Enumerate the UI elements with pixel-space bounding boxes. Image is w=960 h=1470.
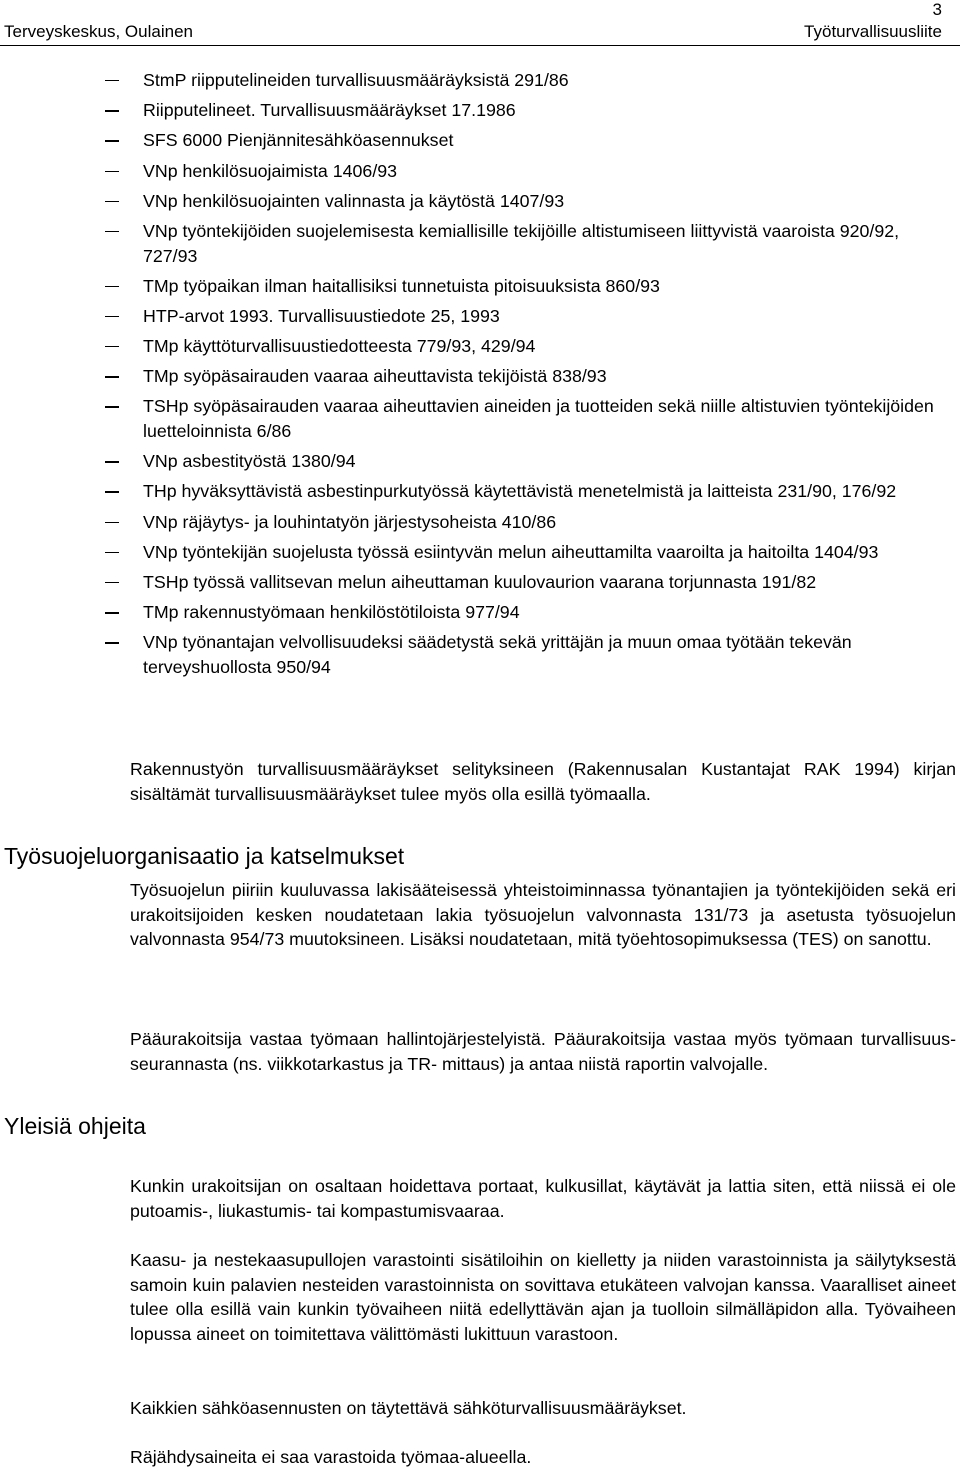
dash-bullet [105,552,119,553]
list-item-text: VNp työntekijän suojelusta työssä esiintyvän melun aiheuttamilta vaaroilta ja haitoilta 1404/93 [143,541,879,562]
section-title-general: Yleisiä ohjeita [4,1113,146,1139]
list-item [0,394,960,443]
list-item [0,274,960,299]
dash-bullet [105,461,119,462]
dash-bullet [105,642,119,643]
dash-bullet [105,286,119,287]
list-item [0,159,960,184]
page-number: 3 [932,0,942,19]
section-title-organisation: Työsuojeluorganisaatio ja katselmukset [4,843,405,869]
dash-bullet [105,171,119,172]
list-item-text: StmP riipputelineiden turvallisuusmääräyksistä 291/86 [143,70,569,90]
list-item-text: Riipputelineet. Turvallisuusmääräykset 17.1986 [143,100,516,121]
list-item [0,600,960,625]
list-item [0,570,960,595]
list-item-text: THp hyväksyttävistä asbestinpurkutyössä käytettävistä menetelmistä ja laitteista 231/90, 176/92 [143,481,897,502]
list-item-text: VNp työnantajan velvollisuudeksi säädetystä sekä yrittäjän ja muun omaa työtään tekevän terveyshuollosta 950/94 [143,632,852,677]
dash-bullet [105,140,119,141]
dash-bullet [105,316,119,317]
list-item [0,334,960,359]
list-item-text: VNp räjäytys- ja louhintatyön järjestysoheista 410/86 [143,511,557,532]
list-item-text: VNp henkilösuojaimista 1406/93 [143,160,398,181]
dash-bullet [105,612,119,613]
section2-paragraph-2: Kaasu- ja nestekaasupullojen varastointi sisätiloihin on kielletty ja niiden varastoinnista ja säilytyksestä samoin kuin palavien nesteiden varastoinnista on sovittava etukäteen valvojan kanssa. Vaaralliset aineet tulee olla esillä vain kunkin työvaiheen niitä edellyttävän ajan ja tuolloin silmälläpidon alla. Työvaiheen lopussa aineet on toimitettava välittömästi lukittuun varastoon. [130,1250,956,1344]
list-item-text: TMp työpaikan ilman haitallisiksi tunnetuista pitoisuuksista 860/93 [143,275,660,296]
list-item-text: TSHp työssä vallitsevan melun aiheuttaman kuulovaurion vaarana torjunnasta 191/82 [143,572,817,592]
regulation-list [0,68,960,685]
list-item [0,479,960,504]
section2-paragraph-4: Räjähdysaineita ei saa varastoida työmaa-alueella. [130,1447,532,1467]
list-item-text: SFS 6000 Pienjännitesähköasennukset [143,130,454,151]
list-item-text: TMp syöpäsairauden vaaraa aiheuttavista tekijöistä 838/93 [143,366,607,387]
list-item [0,364,960,389]
list-item-text: TMp käyttöturvallisuustiedotteesta 779/93, 429/94 [143,336,536,357]
list-item-text: TMp rakennustyömaan henkilöstötiloista 977/94 [143,602,520,623]
list-item-text: VNp henkilösuojainten valinnasta ja käytöstä 1407/93 [143,190,565,211]
intro-paragraph: Rakennustyön turvallisuusmääräykset selityksineen (Rakennusalan Kustantajat RAK 1994) kirjan sisältämät turvallisuusmääräykset tulee myös olla esillä työmaalla. [130,759,956,804]
dash-bullet [105,80,119,81]
dash-bullet [105,376,119,377]
list-item-text: VNp asbestityöstä 1380/94 [143,451,356,472]
header-document-title: Työturvallisuusliite [804,22,942,41]
section1-paragraph-1: Työsuojelun piiriin kuuluvassa lakisääteisessä yhteistoiminnassa työnantajien ja työntekijöiden sekä eri urakoitsijoiden kesken noudatetaan lakia työsuojelun valvonnasta 131/73 ja asetusta työsuojelun valvonnasta 954/73 muutoksineen. Lisäksi noudatetaan, mitä työehtosopimuksessa (TES) on sanottu. [130,880,956,950]
section2-paragraph-3: Kaikkien sähköasennusten on täytettävä sähköturvallisuusmääräykset. [130,1398,687,1418]
dash-bullet [105,231,119,232]
list-item [0,68,960,93]
list-item-text: TSHp syöpäsairauden vaaraa aiheuttavien aineiden ja tuotteiden sekä niille altistuvien työntekijöiden luetteloinnista 6/86 [143,396,934,442]
header-organization: Terveyskeskus, Oulainen [4,22,193,41]
section2-paragraph-1: Kunkin urakoitsijan on osaltaan hoidettava portaat, kulkusillat, käytävät ja lattia siten, että niissä ei ole putoamis-, liukastumis- tai kompastumisvaaraa. [130,1176,956,1221]
page-header [4,22,942,46]
dash-bullet [105,110,119,111]
list-item-text: HTP-arvot 1993. Turvallisuustiedote 25, 1993 [143,305,500,326]
section1-paragraph-2: Pääurakoitsija vastaa työmaan hallintojärjestelyistä. Pääurakoitsija vastaa myös työmaan turvallisuus-seurannasta (ns. viikkotarkastus ja TR- mittaus) ja antaa niistä raportin valvojalle. [130,1029,956,1074]
list-item [0,189,960,214]
list-item [0,304,960,329]
list-item-text: VNp työntekijöiden suojelemisesta kemiallisille tekijöille altistumiseen liittyvistä vaaroista 920/92, 727/93 [143,220,900,266]
header-divider [0,45,960,46]
list-item [0,449,960,474]
list-item [0,128,960,153]
list-item [0,219,960,268]
dash-bullet [105,346,119,347]
dash-bullet [105,406,119,407]
list-item [0,98,960,123]
list-item [0,510,960,535]
dash-bullet [105,522,119,523]
list-item [0,630,960,679]
dash-bullet [105,491,119,492]
list-item [0,540,960,565]
dash-bullet [105,201,119,202]
dash-bullet [105,582,119,583]
